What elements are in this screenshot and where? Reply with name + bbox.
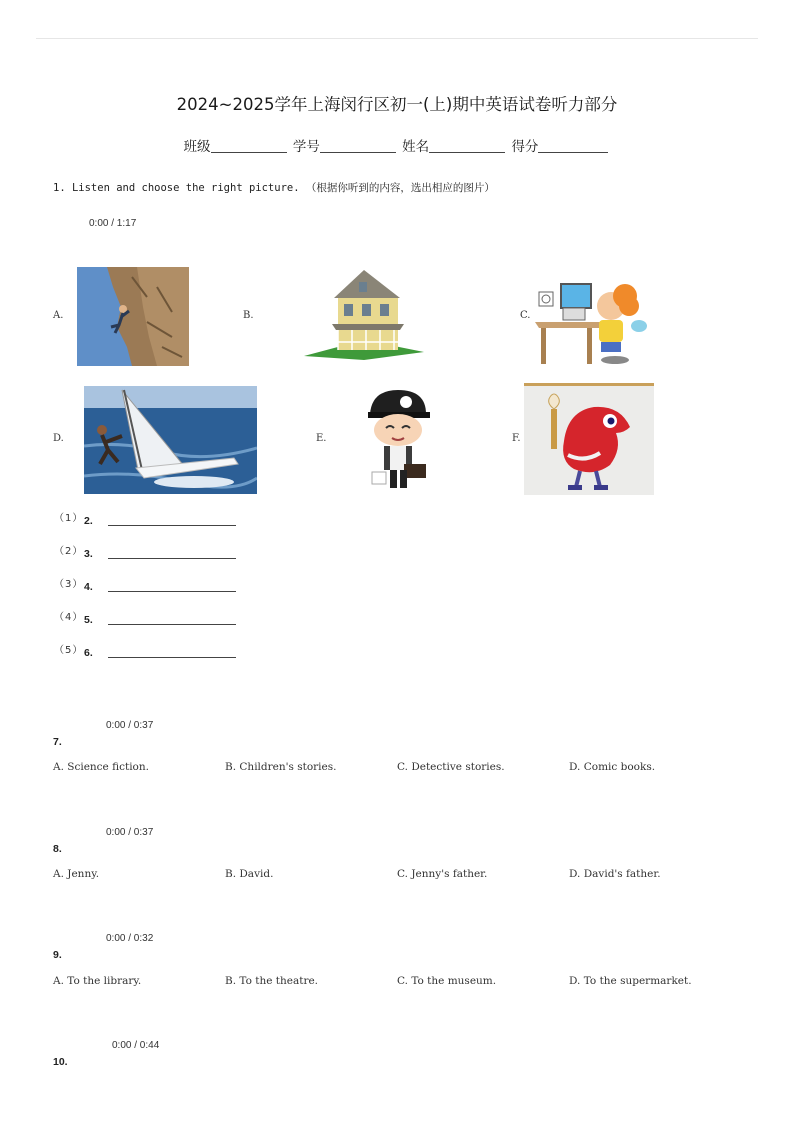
- picture-f-mascot-torch: [524, 383, 654, 495]
- question-7-number: 7.: [53, 736, 62, 748]
- sub-number-6: 6.: [84, 647, 93, 659]
- q8-choice-d[interactable]: D. David's father.: [569, 868, 661, 880]
- question-10-number: 10.: [53, 1056, 68, 1068]
- sub-paren-2: （2）: [54, 546, 84, 557]
- sub-number-3: 3.: [84, 548, 93, 560]
- question-9-number: 9.: [53, 949, 62, 961]
- q9-choice-b[interactable]: B. To the theatre.: [225, 975, 319, 987]
- answer-blank-6[interactable]: [108, 657, 236, 658]
- audio-player-q9[interactable]: 0:00 / 0:32: [106, 933, 154, 944]
- picture-e-boy-with-cap: [362, 388, 434, 494]
- sub-paren-4: （4）: [54, 612, 84, 623]
- class-blank[interactable]: [211, 139, 287, 153]
- top-divider: [36, 38, 758, 39]
- sub-number-4: 4.: [84, 581, 93, 593]
- question-8-number: 8.: [53, 843, 62, 855]
- q7-choice-c[interactable]: C. Detective stories.: [397, 761, 505, 773]
- q7-choice-b[interactable]: B. Children's stories.: [225, 761, 337, 773]
- picture-a-rock-climbing: [77, 267, 189, 366]
- student-info-line: [0, 135, 794, 155]
- sub-paren-5: （5）: [54, 645, 84, 656]
- picture-c-computer-cartoon: [533, 280, 655, 368]
- q8-choice-c[interactable]: C. Jenny's father.: [397, 868, 488, 880]
- class-label: 班级: [183, 139, 211, 155]
- question-1-instruction: 1. Listen and choose the right picture. （根据你听到的内容，选出相应的图片）: [53, 182, 495, 194]
- answer-blank-4[interactable]: [108, 591, 236, 592]
- q8-choice-b[interactable]: B. David.: [225, 868, 274, 880]
- option-label-c: C.: [520, 310, 531, 321]
- sub-number-5: 5.: [84, 614, 93, 626]
- q9-choice-a[interactable]: A. To the library.: [53, 975, 142, 987]
- sub-paren-3: （3）: [54, 579, 84, 590]
- sub-paren-1: （1）: [54, 513, 84, 524]
- q9-choice-d[interactable]: D. To the supermarket.: [569, 975, 692, 987]
- option-label-d: D.: [53, 433, 64, 444]
- option-label-f: F.: [512, 433, 521, 444]
- audio-player-q7[interactable]: 0:00 / 0:37: [106, 720, 154, 731]
- student-id-label: 学号: [292, 139, 320, 155]
- q7-choice-a[interactable]: A. Science fiction.: [53, 761, 149, 773]
- student-id-blank[interactable]: [320, 139, 396, 153]
- sub-number-2: 2.: [84, 515, 93, 527]
- score-label: 得分: [511, 139, 539, 155]
- answer-blank-5[interactable]: [108, 624, 236, 625]
- picture-d-windsurfing: [84, 386, 257, 494]
- score-blank[interactable]: [538, 139, 608, 153]
- option-label-e: E.: [316, 433, 327, 444]
- name-label: 姓名: [402, 139, 430, 155]
- audio-player-q10[interactable]: 0:00 / 0:44: [112, 1040, 160, 1051]
- answer-blank-3[interactable]: [108, 558, 236, 559]
- q8-choice-a[interactable]: A. Jenny.: [53, 868, 100, 880]
- answer-blank-2[interactable]: [108, 525, 236, 526]
- q7-choice-d[interactable]: D. Comic books.: [569, 761, 656, 773]
- picture-b-house: [304, 268, 424, 360]
- name-blank[interactable]: [429, 139, 505, 153]
- option-label-a: A.: [53, 310, 64, 321]
- option-label-b: B.: [243, 310, 254, 321]
- audio-player-q1[interactable]: 0:00 / 1:17: [89, 218, 137, 229]
- page-title: 2024~2025学年上海闵行区初一(上)期中英语试卷听力部分: [176, 95, 618, 114]
- q9-choice-c[interactable]: C. To the museum.: [397, 975, 497, 987]
- audio-player-q8[interactable]: 0:00 / 0:37: [106, 827, 154, 838]
